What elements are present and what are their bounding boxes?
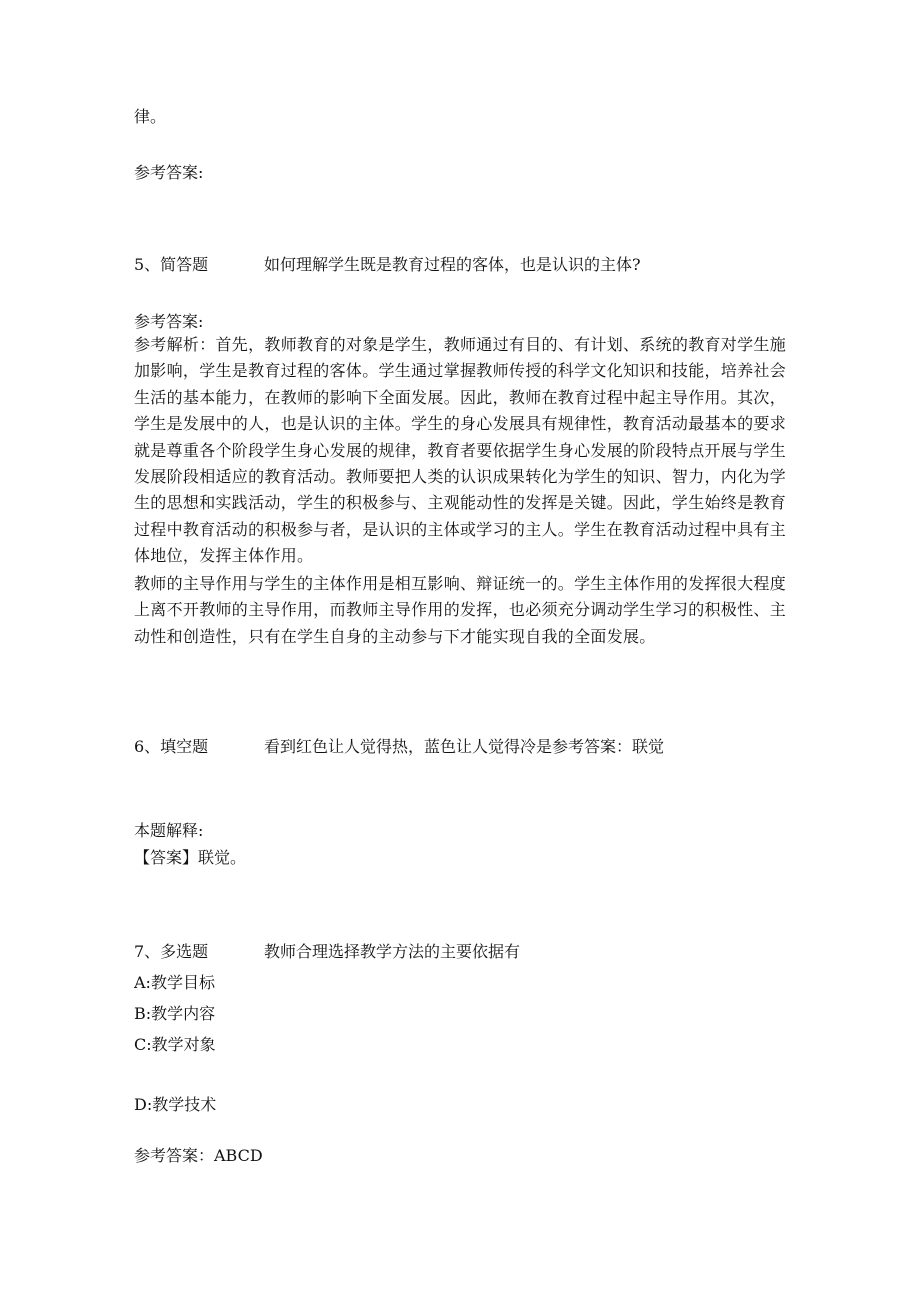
prev-question-tail: 律。 xyxy=(134,107,167,126)
prev-answer-label: 参考答案: xyxy=(134,163,204,182)
question-5-answer-label: 参考答案: xyxy=(134,312,204,331)
question-6-number: 6、填空题 xyxy=(134,737,209,756)
question-5-text: 如何理解学生既是教育过程的客体，也是认识的主体? xyxy=(264,255,641,274)
question-6-text: 看到红色让人觉得热，蓝色让人觉得冷是参考答案：联觉 xyxy=(264,737,665,756)
question-6-explain-text: 【答案】联觉。 xyxy=(134,848,247,867)
question-6-header xyxy=(134,737,664,757)
question-7-option-d: D:教学技术 xyxy=(134,1095,217,1114)
question-7-header xyxy=(134,942,520,962)
question-5-number: 5、简答题 xyxy=(134,255,209,274)
question-5-analysis-paragraph-1: 参考解析：首先，教师教育的对象是学生，教师通过有目的、有计划、系统的教育对学生施加影响，学生是教育过程的客体。学生通过掌握教师传授的科学文化知识和技能，培养社会生活的基本能力，在教师的影响下全面发展。因此，教师在教育过程中起主导作用。其次，学生是发展中的人，也是认识的主体。学生的身心发展具有规律性，教育活动最基本的要求就是尊重各个阶段学生身心发展的规律，教育者要依据学生身心发展的阶段特点开展与学生发展阶段相适应的教育活动。教师要把人类的认识成果转化为学生的知识、智力，内化为学生的思想和实践活动，学生的积极参与、主观能动性的发挥是关键。因此，学生始终是教育过程中教育活动的积极参与者，是认识的主体或学习的主人。学生在教育活动过程中具有主体地位，发挥主体作用。 xyxy=(134,335,787,566)
question-7-text: 教师合理选择教学方法的主要依据有 xyxy=(264,942,521,961)
question-7-answer: 参考答案：ABCD xyxy=(134,1146,263,1165)
question-7-option-a: A:教学目标 xyxy=(134,973,215,992)
question-7-option-c: C:教学对象 xyxy=(134,1035,216,1054)
question-6-explain-label: 本题解释: xyxy=(134,821,204,840)
question-5-header xyxy=(134,255,641,275)
question-7-option-b: B:教学内容 xyxy=(134,1004,216,1023)
question-7-number: 7、多选题 xyxy=(134,942,209,961)
question-5-analysis-paragraph-2: 教师的主导作用与学生的主体作用是相互影响、辩证统一的。学生主体作用的发挥很大程度上离不开教师的主导作用，而教师主导作用的发挥，也必须充分调动学生学习的积极性、主动性和创造性，只有在学生自身的主动参与下才能实现自我的全面发展。 xyxy=(134,574,787,646)
